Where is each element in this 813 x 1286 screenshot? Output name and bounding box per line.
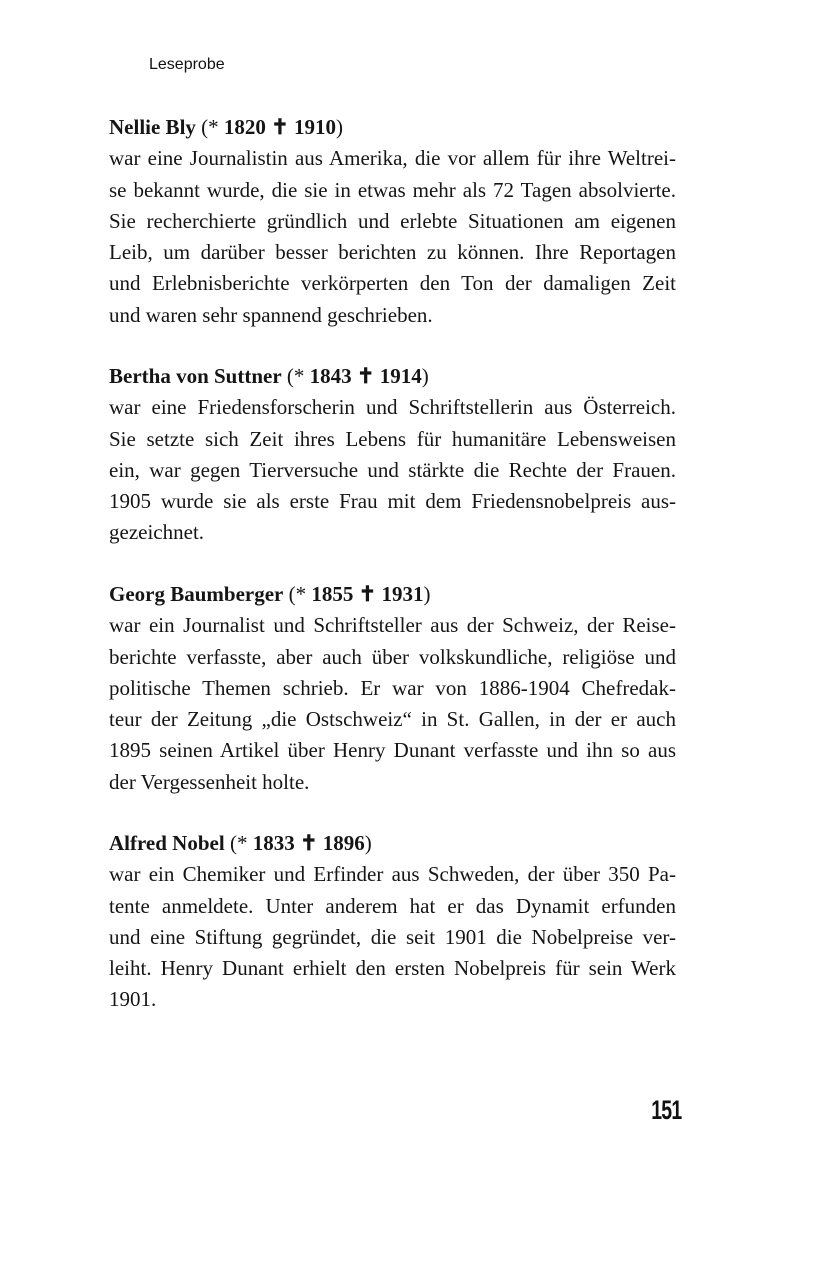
entry-heading [109, 112, 676, 143]
entry-nellie-bly [109, 112, 676, 331]
text-line: 1905 wurde sie als erste Frau mit dem Friedensnobelpreis aus- [109, 489, 676, 514]
text-line: 1895 seinen Artikel über Henry Dunant verfasste und ihn so aus [109, 738, 676, 763]
life-dates: (* 1843 ✝ 1914) [286, 364, 429, 388]
person-name: Alfred Nobel [109, 831, 225, 855]
text-line: se bekannt wurde, die sie in etwas mehr als 72 Tagen absolvierte. [109, 177, 676, 202]
entry-bertha-von-suttner [109, 361, 676, 549]
text-line: berichte verfasste, aber auch über volkskundliche, religiöse und [109, 644, 676, 669]
life-dates: (* 1820 ✝ 1910) [201, 115, 344, 139]
text-line: war ein Journalist und Schriftsteller aus der Schweiz, der Reise- [109, 613, 676, 638]
person-name: Nellie Bly [109, 115, 196, 139]
entry-heading [109, 579, 676, 610]
text-line: 1901. [109, 987, 157, 1012]
entry-heading [109, 828, 676, 859]
text-line: und Erlebnisberichte verkörperten den Ton der damaligen Zeit [109, 271, 676, 296]
text-line: gezeichnet. [109, 520, 205, 545]
running-title: Leseprobe [149, 56, 225, 73]
entry-alfred-nobel [109, 828, 676, 1016]
text-line: und waren sehr spannend geschrieben. [109, 302, 433, 327]
text-line: teur der Zeitung „die Ostschweiz“ in St. Gallen, in der er auch [109, 707, 676, 732]
text-line: Sie setzte sich Zeit ihres Lebens für humanitäre Lebensweisen [109, 426, 676, 451]
text-line: Sie recherchierte gründlich und erlebte Situationen am eigenen [109, 208, 676, 233]
life-dates: (* 1855 ✝ 1931) [288, 582, 431, 606]
person-name: Georg Baumberger [109, 582, 284, 606]
entry-heading [109, 361, 676, 392]
text-line: politische Themen schrieb. Er war von 1886-1904 Chefredak- [109, 675, 676, 700]
text-line: leiht. Henry Dunant erhielt den ersten Nobelpreis für sein Werk [109, 956, 676, 981]
text-line: war eine Friedensforscherin und Schriftstellerin aus Österreich. [109, 395, 676, 420]
text-line: und eine Stiftung gegründet, die seit 1901 die Nobelpreise ver- [109, 924, 676, 949]
person-name: Bertha von Suttner [109, 364, 282, 388]
text-line: Leib, um darüber besser berichten zu können. Ihre Reportagen [109, 240, 676, 265]
text-line: ein, war gegen Tierversuche und stärkte die Rechte der Frauen. [109, 457, 676, 482]
text-line: tente anmeldete. Unter anderem hat er das Dynamit erfunden [109, 893, 676, 918]
entry-georg-baumberger [109, 579, 676, 798]
text-line: war eine Journalistin aus Amerika, die vor allem für ihre Weltrei- [109, 146, 676, 171]
text-line: war ein Chemiker und Erfinder aus Schweden, der über 350 Pa- [109, 862, 676, 887]
life-dates: (* 1833 ✝ 1896) [229, 831, 372, 855]
text-line: der Vergessenheit holte. [109, 769, 310, 794]
page-number: 151 [651, 1095, 682, 1125]
